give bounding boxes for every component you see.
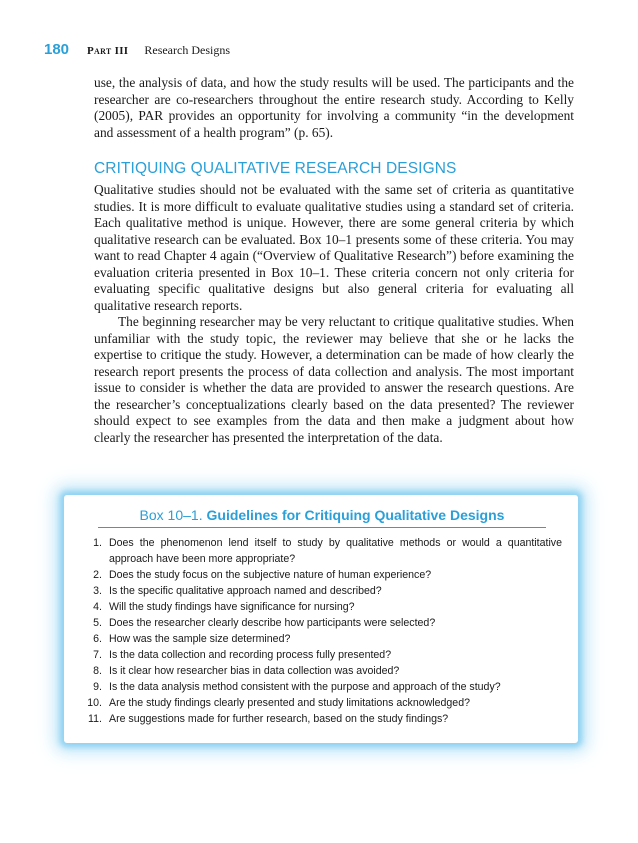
box-label: Box 10–1. (139, 507, 203, 523)
item-text: Are suggestions made for further research, based on the study findings? (109, 713, 449, 725)
guidelines-box (64, 495, 578, 743)
guidelines-list (82, 535, 562, 727)
item-text: Does the study focus on the subjective nature of human experience? (109, 569, 432, 581)
item-text: Is the specific qualitative approach named and described? (109, 585, 382, 597)
item-number: 10. (87, 697, 102, 709)
list-item (82, 567, 562, 583)
section-body (94, 182, 574, 446)
item-number: 2. (93, 569, 102, 581)
list-item (82, 663, 562, 679)
list-item (82, 711, 562, 727)
list-item (82, 583, 562, 599)
list-item (82, 695, 562, 711)
section-paragraph-2: The beginning researcher may be very reluctant to critique qualitative studies. When unfamiliar with the study topic, the reviewer may believe that she or he lacks the expertise to critique the study. However, a determination can be made of how clearly the research report presents the process of data collection and analysis. The most important issue to consider is whether the data are provided to answer the research questions. Are the researcher’s conceptualizations clearly based on the data presented? The reviewer should expect to see examples from the data and then make a judgment about how clearly the researcher has presented the interpretation of the data. (94, 314, 574, 445)
part-label: Part III (87, 45, 129, 57)
item-number: 5. (93, 617, 102, 629)
item-number: 8. (93, 665, 102, 677)
running-head (44, 41, 230, 59)
list-item (82, 631, 562, 647)
item-number: 7. (93, 649, 102, 661)
box-header (98, 507, 546, 528)
item-number: 4. (93, 601, 102, 613)
item-number: 9. (93, 681, 102, 693)
list-item (82, 647, 562, 663)
box-title: Guidelines for Critiquing Qualitative Designs (206, 507, 505, 523)
list-item (82, 535, 562, 567)
item-text: Does the phenomenon lend itself to study by qualitative methods or would a quantitative approach have been more appropriate? (109, 537, 562, 565)
intro-paragraph: use, the analysis of data, and how the study results will be used. The participants and the researcher are co-researchers throughout the entire research study. According to Kelly (2005), PAR provides an opportunity for involving a community “in the development and assessment of a health program” (p. 65). (94, 75, 574, 140)
item-number: 11. (88, 713, 102, 725)
page-number: 180 (44, 41, 70, 58)
list-item (82, 615, 562, 631)
item-number: 1. (93, 537, 102, 549)
item-text: Will the study findings have significance for nursing? (109, 601, 355, 613)
item-text: Is it clear how researcher bias in data collection was avoided? (109, 665, 400, 677)
item-text: How was the sample size determined? (109, 633, 291, 645)
section-paragraph-1: Qualitative studies should not be evaluated with the same set of criteria as quantitative studies. It is more difficult to evaluate qualitative studies using a standard set of criteria. Each qualitative method is unique. However, there are some general criteria by which qualitative research can be evaluated. Box 10–1 presents some of these criteria. You may want to read Chapter 4 again (“Overview of Qualitative Research”) before examining the evaluation criteria presented in Box 10–1. These criteria concern not only criteria for evaluating specific qualitative designs but also general criteria for evaluating all qualitative research reports. (94, 182, 574, 313)
item-text: Is the data analysis method consistent with the purpose and approach of the study? (109, 681, 501, 693)
list-item (82, 679, 562, 695)
item-text: Is the data collection and recording process fully presented? (109, 649, 392, 661)
item-text: Are the study findings clearly presented and study limitations acknowledged? (109, 697, 470, 709)
part-title: Research Designs (144, 43, 230, 57)
item-number: 6. (93, 633, 102, 645)
item-number: 3. (93, 585, 102, 597)
item-text: Does the researcher clearly describe how participants were selected? (109, 617, 436, 629)
intro-text (94, 75, 574, 141)
list-item (82, 599, 562, 615)
section-heading: CRITIQUING QUALITATIVE RESEARCH DESIGNS (94, 160, 457, 177)
